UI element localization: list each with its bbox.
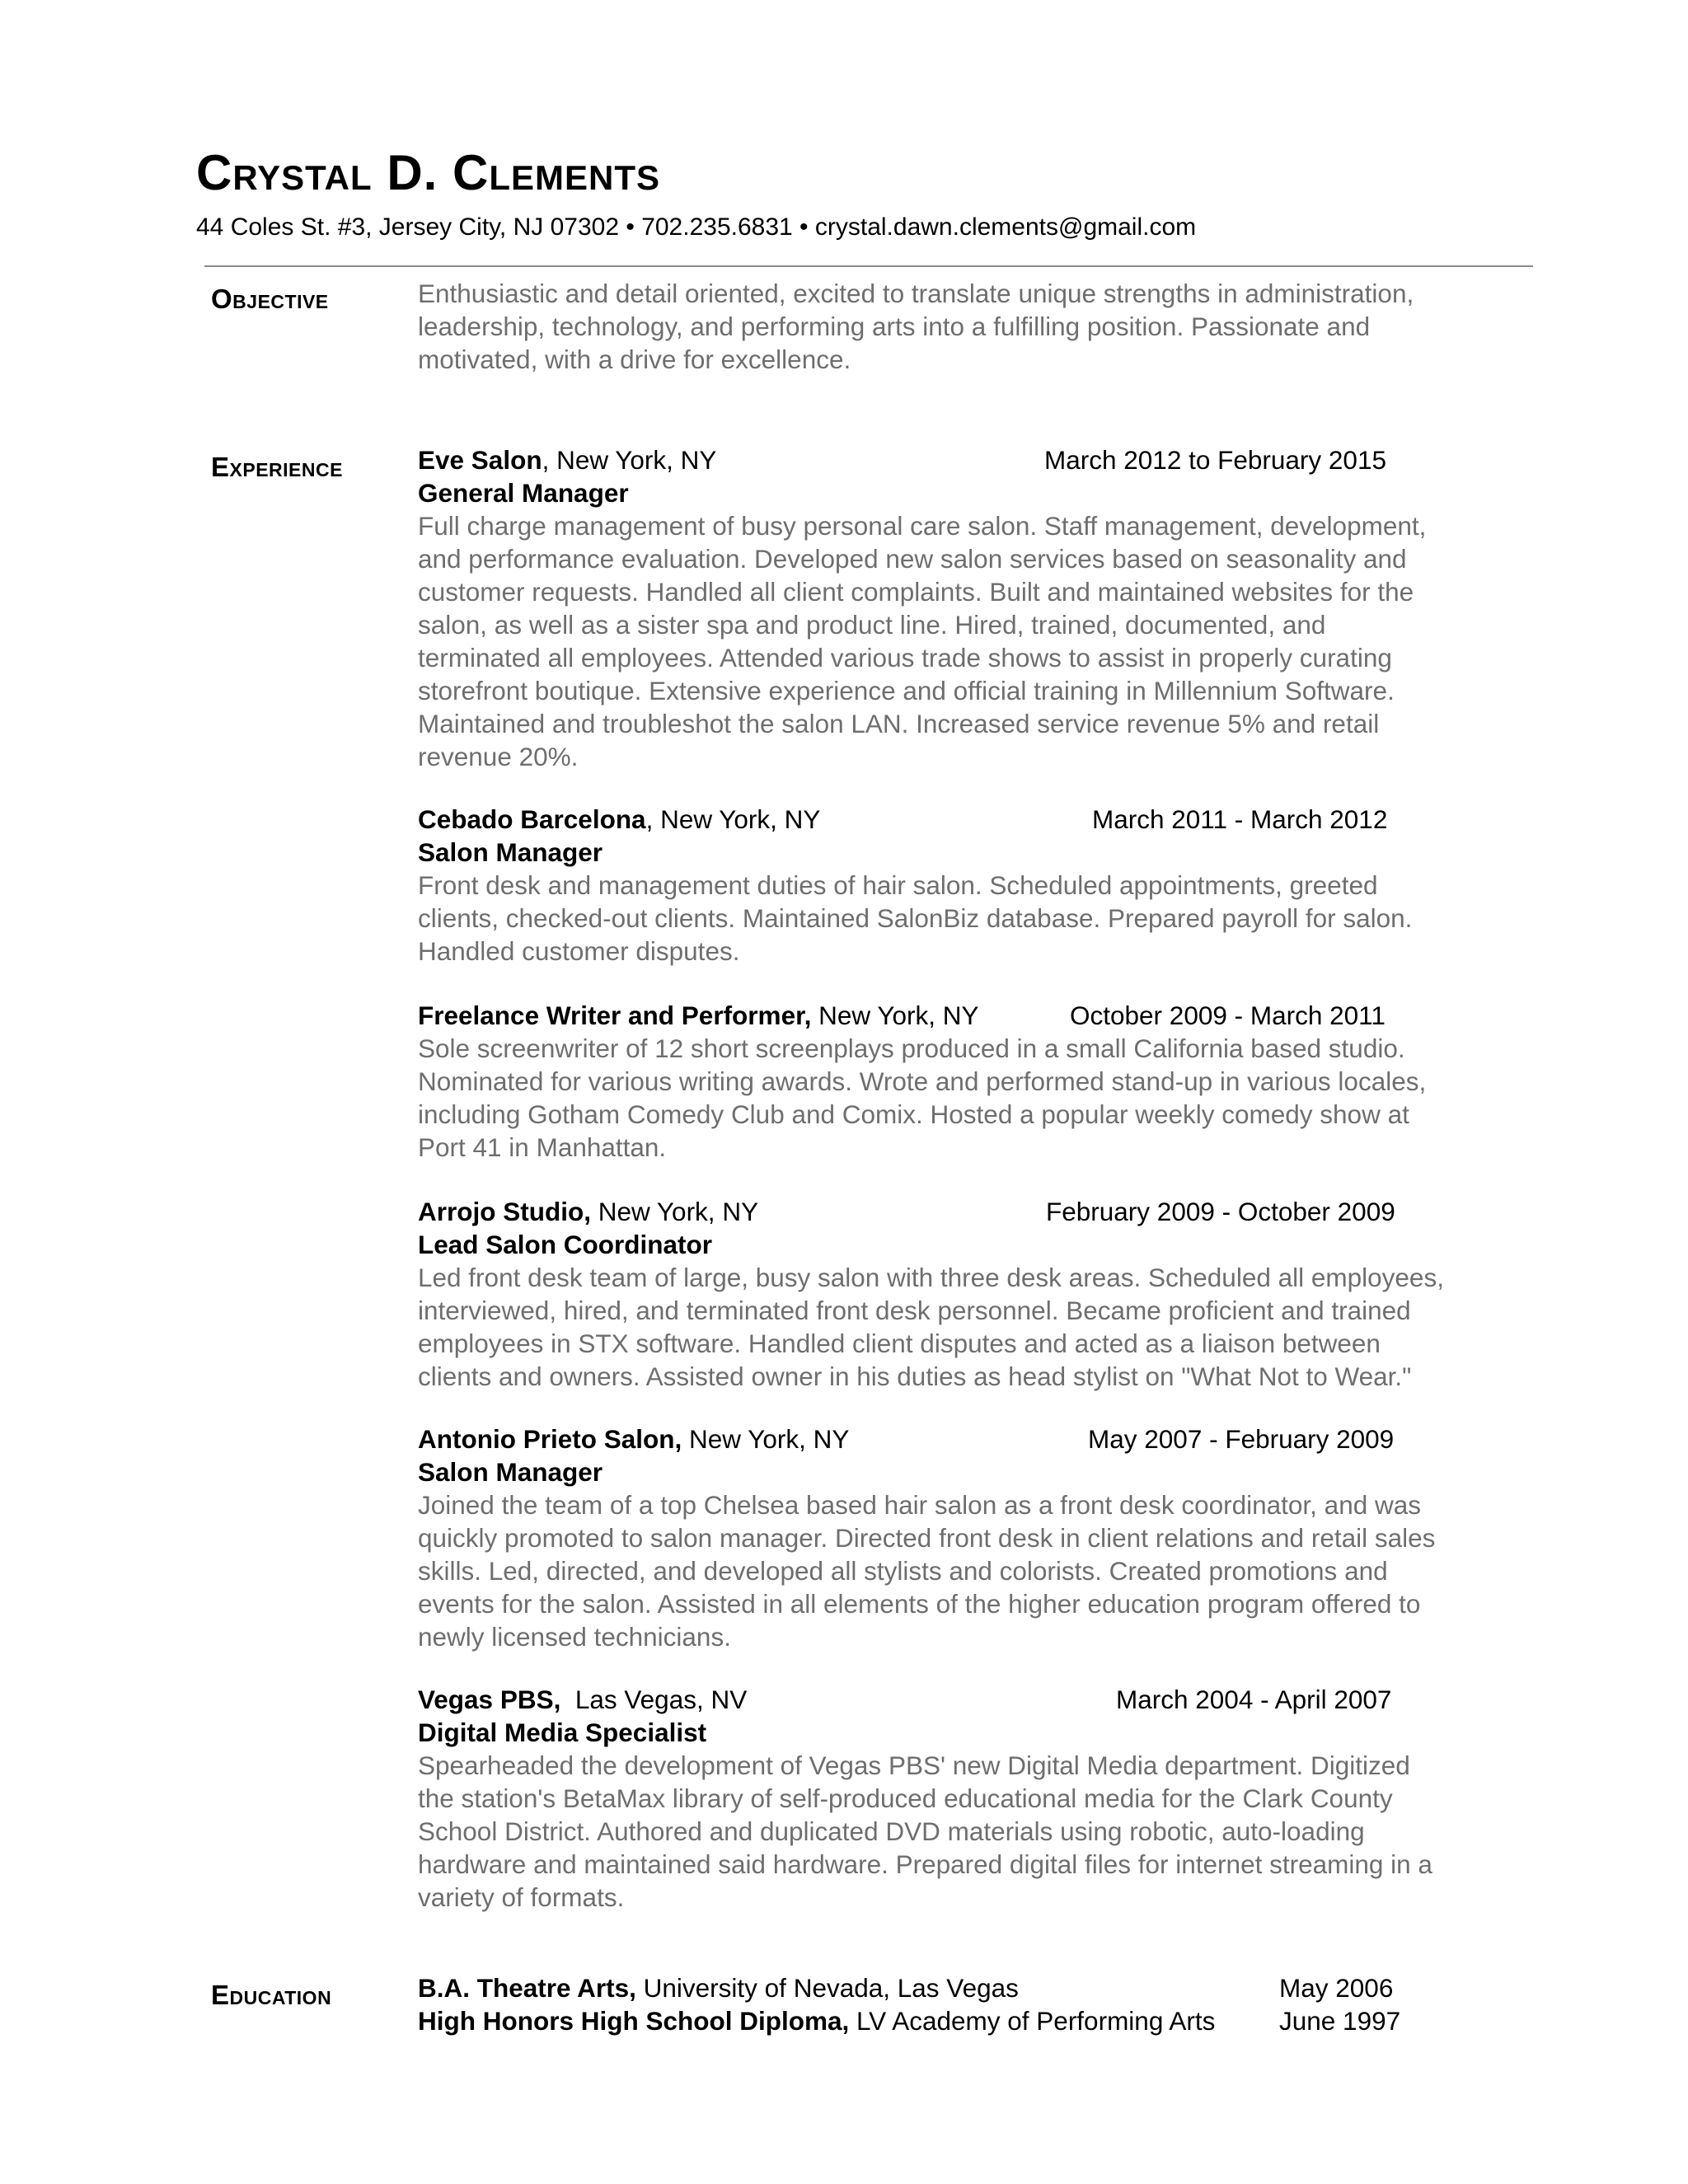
objective-line: leadership, technology, and performing arts into a fulfilling position. Passionate and — [418, 312, 1371, 341]
job-description-line: Nominated for various writing awards. Wrote and performed stand-up in various locales, — [418, 1066, 1427, 1096]
job-location: New York, NY — [811, 1001, 979, 1030]
job-description-line: Spearheaded the development of Vegas PBS' new Digital Media department. Digitized — [418, 1750, 1410, 1780]
job-description-line: clients, checked-out clients. Maintained SalonBiz database. Prepared payroll for salon. — [418, 903, 1413, 933]
job-header — [418, 999, 1506, 1032]
job-description — [418, 1261, 1506, 1393]
job-header — [418, 1683, 1506, 1716]
experience-heading: Experience — [211, 452, 343, 482]
education-degree: B.A. Theatre Arts, — [418, 1973, 636, 2003]
job-description-line: Handled customer disputes. — [418, 936, 740, 966]
job-location: New York, NY — [682, 1424, 850, 1454]
contact-line: 44 Coles St. #3, Jersey City, NJ 07302 • 702.235.6831 • crystal.dawn.clements@gmail.com — [196, 213, 1197, 241]
education-list — [418, 1971, 1506, 2037]
job-location: , New York, NY — [645, 804, 821, 834]
job-dates: February 2009 - October 2009 — [1046, 1197, 1395, 1226]
job-title: Lead Salon Coordinator — [418, 1230, 713, 1259]
job-description-line: variety of formats. — [418, 1882, 625, 1912]
job-dates: March 2011 - March 2012 — [1092, 804, 1388, 834]
job-employer: Eve Salon — [418, 445, 542, 475]
job-description-line: Led front desk team of large, busy salon with three desk areas. Scheduled all employees, — [418, 1263, 1444, 1292]
job-location: Las Vegas, NV — [560, 1685, 748, 1714]
education-date: June 1997 — [1279, 2006, 1401, 2036]
objective-line: motivated, with a drive for excellence. — [418, 344, 851, 374]
job-description-line: the station's BetaMax library of self-produced educational media for the Clark County — [418, 1783, 1393, 1813]
job-header — [418, 803, 1506, 836]
objective-heading: Objective — [211, 284, 329, 314]
job-description-line: customer requests. Handled all client complaints. Built and maintained websites for the — [418, 577, 1414, 607]
job-description — [418, 509, 1506, 773]
job-description-line: Sole screenwriter of 12 short screenplays produced in a small California based studio. — [418, 1033, 1405, 1063]
job-title: Salon Manager — [418, 1457, 603, 1487]
job-description-line: quickly promoted to salon manager. Directed front desk in client relations and retail sales — [418, 1523, 1436, 1553]
job-description — [418, 1488, 1506, 1653]
job-description-line: events for the salon. Assisted in all elements of the higher education program offered to — [418, 1589, 1421, 1619]
job-description — [418, 1032, 1506, 1164]
job-employer: Antonio Prieto Salon, — [418, 1424, 682, 1454]
education-date: May 2006 — [1279, 1973, 1394, 2003]
job-description-line: Full charge management of busy personal care salon. Staff management, development, — [418, 511, 1427, 541]
job-header — [418, 443, 1506, 476]
header-divider — [204, 265, 1533, 267]
job-description-line: storefront boutique. Extensive experience and official training in Millennium Software. — [418, 676, 1395, 705]
job-entry-eve-salon — [418, 443, 1506, 773]
education-school: University of Nevada, Las Vegas — [635, 1973, 1019, 2003]
job-entry-vegas-pbs — [418, 1683, 1506, 1914]
education-heading: Education — [211, 1980, 332, 2010]
job-description-line: and performance evaluation. Developed new salon services based on seasonality and — [418, 544, 1407, 574]
job-title: General Manager — [418, 478, 629, 508]
job-description — [418, 1749, 1506, 1914]
education-degree: High Honors High School Diploma, — [418, 2006, 850, 2036]
job-description-line: Maintained and troubleshot the salon LAN. Increased service revenue 5% and retail — [418, 709, 1380, 738]
job-dates: March 2004 - April 2007 — [1116, 1685, 1392, 1714]
objective-text — [418, 277, 1506, 376]
job-description-line: Joined the team of a top Chelsea based hair salon as a front desk coordinator, and was — [418, 1490, 1422, 1520]
job-location: , New York, NY — [542, 445, 717, 475]
education-item — [418, 2004, 1506, 2037]
job-description-line: Port 41 in Manhattan. — [418, 1132, 667, 1162]
job-employer: Cebado Barcelona — [418, 804, 646, 834]
job-location: New York, NY — [590, 1197, 759, 1226]
job-description-line: terminated all employees. Attended various trade shows to assist in properly curating — [418, 643, 1392, 673]
job-description-line: School District. Authored and duplicated DVD materials using robotic, auto-loading — [418, 1816, 1365, 1846]
job-description-line: clients and owners. Assisted owner in his duties as head stylist on "What Not to Wear." — [418, 1361, 1412, 1391]
job-description-line: hardware and maintained said hardware. Prepared digital files for internet streaming in a — [418, 1849, 1432, 1879]
job-description-line: interviewed, hired, and terminated front desk personnel. Became proficient and trained — [418, 1296, 1411, 1325]
job-header — [418, 1422, 1506, 1455]
job-entry-cebado-barcelona — [418, 803, 1506, 968]
education-item — [418, 1971, 1506, 2004]
education-school: LV Academy of Performing Arts — [849, 2006, 1216, 2036]
job-employer: Freelance Writer and Performer, — [418, 1001, 812, 1030]
job-header — [418, 1195, 1506, 1228]
job-description-line: revenue 20%. — [418, 742, 579, 771]
job-employer: Vegas PBS, — [418, 1685, 561, 1714]
objective-line: Enthusiastic and detail oriented, excited to translate unique strengths in administration, — [418, 279, 1414, 308]
job-entry-freelance-writer — [418, 999, 1506, 1164]
job-entry-arrojo-studio — [418, 1195, 1506, 1393]
job-employer: Arrojo Studio, — [418, 1197, 591, 1226]
job-description-line: including Gotham Comedy Club and Comix. Hosted a popular weekly comedy show at — [418, 1099, 1409, 1129]
job-description — [418, 869, 1506, 968]
job-title: Salon Manager — [418, 837, 603, 867]
job-title: Digital Media Specialist — [418, 1718, 707, 1747]
job-dates: October 2009 - March 2011 — [1070, 1001, 1386, 1030]
job-entry-antonio-prieto-salon — [418, 1422, 1506, 1653]
job-description-line: salon, as well as a sister spa and product line. Hired, trained, documented, and — [418, 610, 1326, 640]
job-description-line: Front desk and management duties of hair salon. Scheduled appointments, greeted — [418, 870, 1378, 900]
job-description-line: newly licensed technicians. — [418, 1622, 731, 1652]
candidate-name: Crystal D. Clements — [196, 145, 660, 200]
job-dates: March 2012 to February 2015 — [1044, 445, 1386, 475]
job-description-line: employees in STX software. Handled client disputes and acted as a liaison between — [418, 1329, 1381, 1358]
job-description-line: skills. Led, directed, and developed all stylists and colorists. Created promotions and — [418, 1556, 1388, 1586]
job-dates: May 2007 - February 2009 — [1088, 1424, 1395, 1454]
